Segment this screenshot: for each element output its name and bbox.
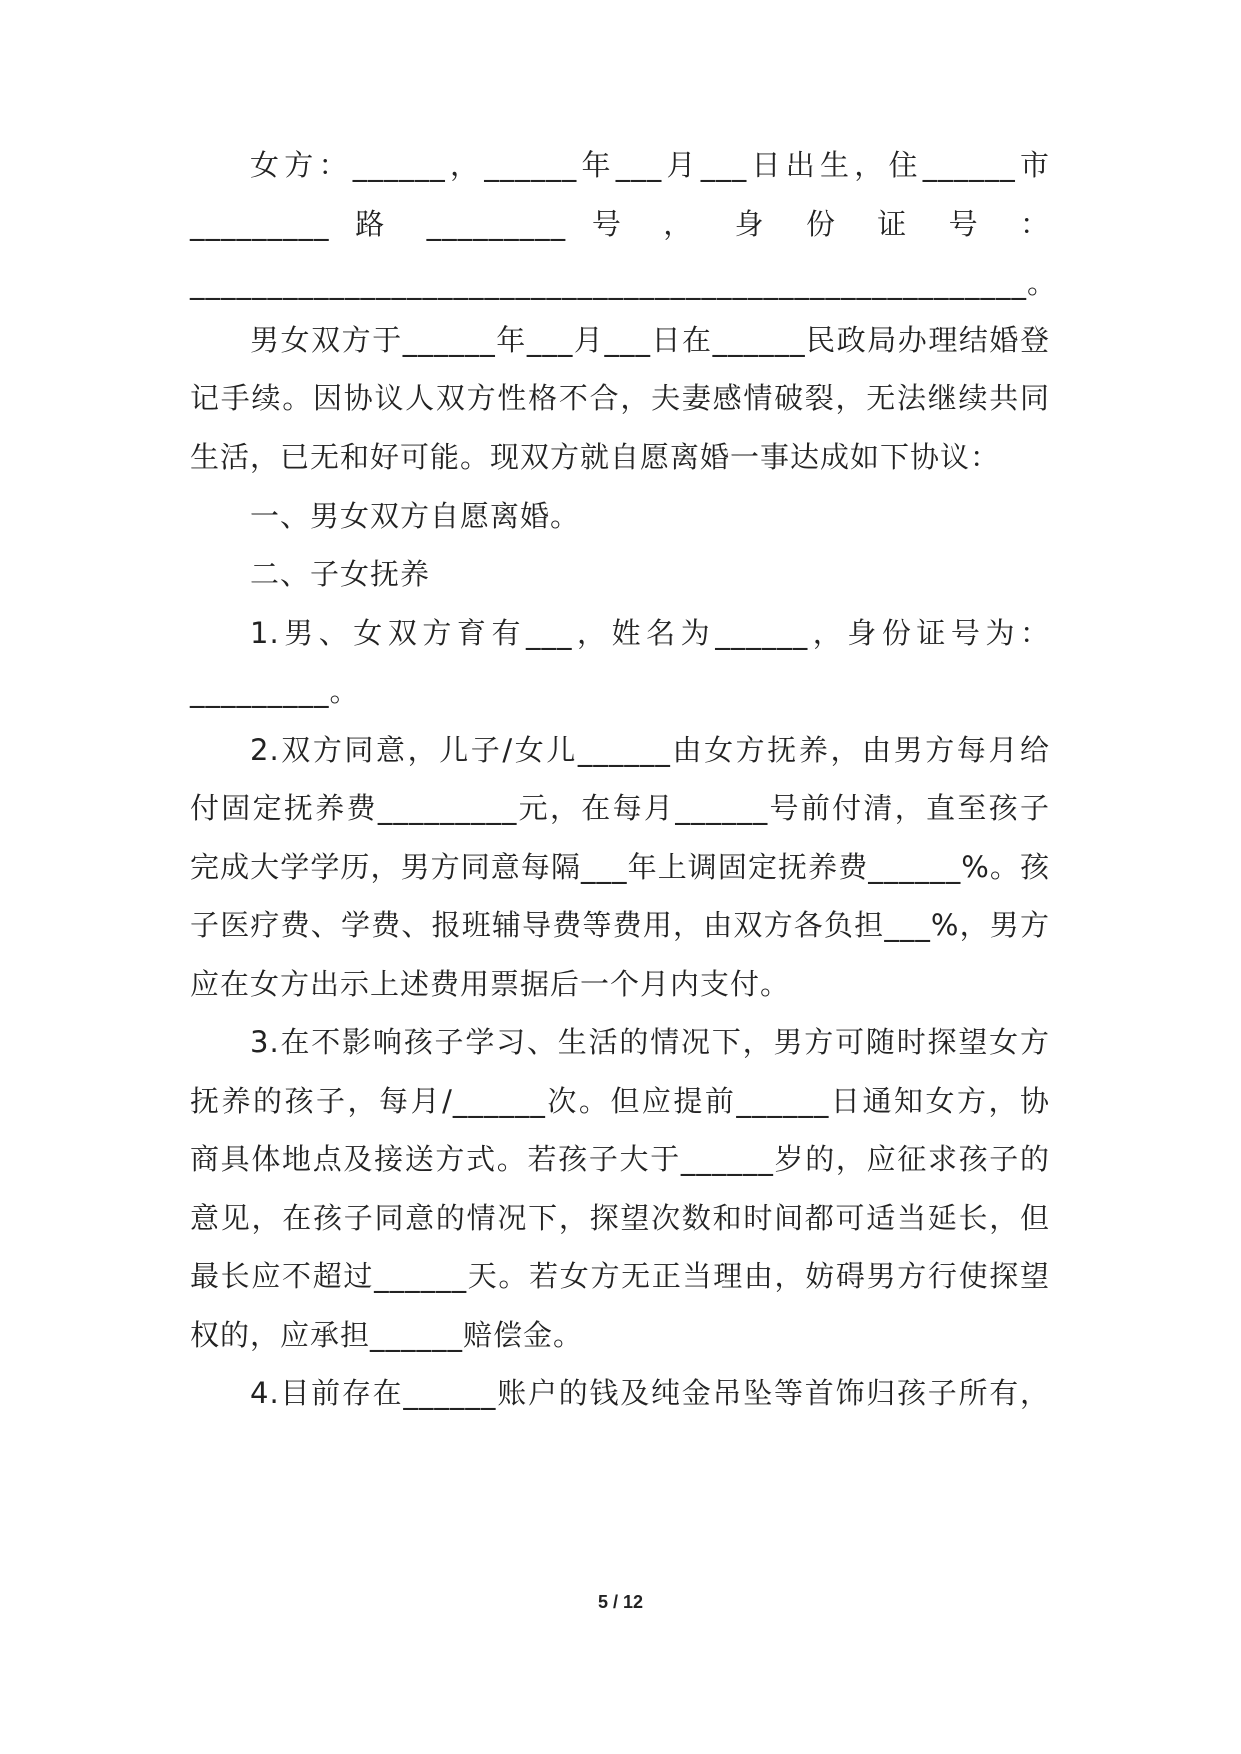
clause-3-line-1: 3.在不影响孩子学习、生活的情况下，男方可随时探望女方 [250,1025,1050,1059]
clause-1-line-2: _________。 [190,674,360,708]
clause-2-line-1: 2.双方同意，儿子/女儿______由女方抚养，由男方每月给 [250,733,1050,767]
clause-3-line-3: 商具体地点及接送方式。若孩子大于______岁的，应征求孩子的 [190,1142,1050,1176]
text-line-female-party: 女方：______，______年___月___日出生，住______市 [250,148,1050,182]
clause-1-line-1: 1.男、女双方育有___，姓名为______，身份证号为： [250,616,1050,650]
text-line-id-blank: ______________________________________________________。 [190,266,1058,300]
text-line-address-id: _________ 路 _________ 号 ， 身 份 证 号 ： [190,207,1050,241]
section-heading-child-custody: 二、子女抚养 [250,557,431,591]
text-line-reason: 记手续。因协议人双方性格不合，夫妻感情破裂，无法继续共同 [190,381,1050,415]
text-line-agreement-intro: 生活，已无和好可能。现双方就自愿离婚一事达成如下协议： [190,440,1001,474]
clause-4-line-1: 4.目前存在______账户的钱及纯金吊坠等首饰归孩子所有， [250,1376,1050,1410]
clause-3-line-2: 抚养的孩子，每月/______次。但应提前______日通知女方，协 [190,1084,1050,1118]
page-number: 5 / 12 [597,1592,644,1612]
clause-3-line-5: 最长应不超过______天。若女方无正当理由，妨碍男方行使探望 [190,1259,1050,1293]
text-line-marriage-registration: 男女双方于______年___月___日在______民政局办理结婚登 [250,323,1050,357]
clause-3-line-4: 意见，在孩子同意的情况下，探望次数和时间都可适当延长，但 [190,1201,1050,1235]
clause-2-line-5: 应在女方出示上述费用票据后一个月内支付。 [190,967,791,1001]
clause-3-line-6: 权的，应承担______赔偿金。 [190,1318,584,1352]
clause-2-line-2: 付固定抚养费_________元，在每月______号前付清，直至孩子 [190,791,1050,825]
clause-2-line-3: 完成大学学历，男方同意每隔___年上调固定抚养费______%。孩 [190,850,1050,884]
section-heading-divorce: 一、男女双方自愿离婚。 [250,499,581,533]
clause-2-line-4: 子医疗费、学费、报班辅导费等费用，由双方各负担___%，男方 [190,908,1050,942]
